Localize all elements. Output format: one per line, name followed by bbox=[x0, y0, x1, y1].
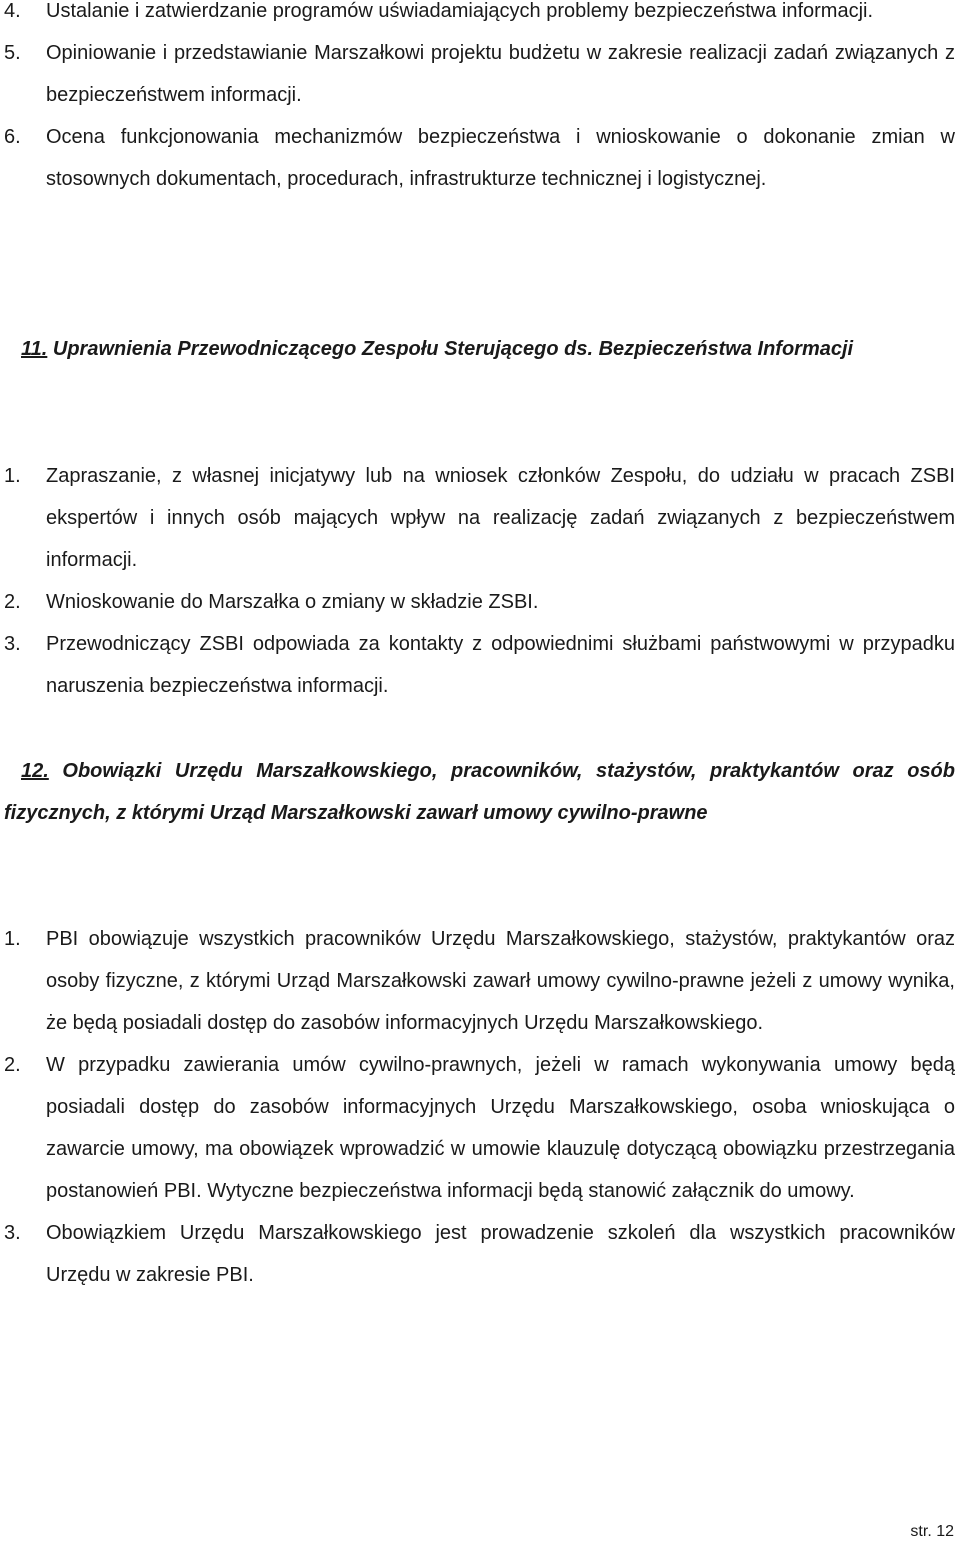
item-text: PBI obowiązuje wszystkich pracowników Urzędu Marszałkowskiego, stażystów, praktykantów oraz osoby fizyczne, z którymi Urząd Marszałkowski zawarł umowy cywilno-prawne jeżeli z umowy wynika, że będą posiadali dostęp do zasobów informacyjnych Urzędu Marszałkowskiego. bbox=[46, 928, 955, 1034]
list-item bbox=[4, 32, 955, 116]
list-item bbox=[4, 581, 955, 623]
section-title: Uprawnienia Przewodniczącego Zespołu Sterującego ds. Bezpieczeństwa Informacji bbox=[52, 338, 854, 360]
item-number: 6. bbox=[4, 126, 21, 148]
list-item bbox=[4, 623, 955, 707]
item-number: 5. bbox=[4, 42, 21, 64]
item-text: Ocena funkcjonowania mechanizmów bezpieczeństwa i wnioskowanie o dokonanie zmian w stosownych dokumentach, procedurach, infrastrukturze technicznej i logistycznej. bbox=[46, 126, 955, 190]
section-title: Obowiązki Urzędu Marszałkowskiego, pracowników, stażystów, praktykantów oraz osób fizycznych, z którymi Urząd Marszałkowski zawarł umowy cywilno-prawne bbox=[4, 760, 955, 824]
item-text: Opiniowanie i przedstawianie Marszałkowi projektu budżetu w zakresie realizacji zadań związanych z bezpieczeństwem informacji. bbox=[46, 42, 955, 106]
item-number: 3. bbox=[4, 633, 21, 655]
list-item bbox=[4, 455, 955, 581]
numbered-list-obligations bbox=[4, 918, 955, 1296]
item-number: 2. bbox=[4, 591, 21, 613]
item-text: Wnioskowanie do Marszałka o zmiany w składzie ZSBI. bbox=[46, 591, 539, 613]
numbered-list-duties bbox=[4, 0, 955, 200]
item-text: Ustalanie i zatwierdzanie programów uświadamiających problemy bezpieczeństwa informacji. bbox=[46, 0, 874, 22]
item-text: Przewodniczący ZSBI odpowiada za kontakty z odpowiednimi służbami państwowymi w przypadku naruszenia bezpieczeństwa informacji. bbox=[46, 633, 955, 697]
item-number: 3. bbox=[4, 1222, 21, 1244]
section-number: 12. bbox=[21, 760, 49, 782]
item-number: 1. bbox=[4, 465, 21, 487]
section-heading-12 bbox=[4, 750, 955, 834]
item-text: Zapraszanie, z własnej inicjatywy lub na wniosek członków Zespołu, do udziału w pracach ZSBI ekspertów i innych osób mających wpływ na realizację zadań związanych z bezpieczeństwem informacji. bbox=[46, 465, 955, 571]
list-item bbox=[4, 116, 955, 200]
item-number: 1. bbox=[4, 928, 21, 950]
section-heading-11 bbox=[4, 328, 955, 370]
section-number: 11. bbox=[21, 338, 48, 360]
list-item bbox=[4, 918, 955, 1044]
item-text: Obowiązkiem Urzędu Marszałkowskiego jest prowadzenie szkoleń dla wszystkich pracowników Urzędu w zakresie PBI. bbox=[46, 1222, 955, 1286]
item-number: 4. bbox=[4, 0, 21, 22]
page-number: str. 12 bbox=[910, 1523, 954, 1540]
list-item bbox=[4, 1212, 955, 1296]
list-item bbox=[4, 1044, 955, 1212]
item-number: 2. bbox=[4, 1054, 21, 1076]
item-text: W przypadku zawierania umów cywilno-prawnych, jeżeli w ramach wykonywania umowy będą posiadali dostęp do zasobów informacyjnych Urzędu Marszałkowskiego, osoba wnioskująca o zawarcie umowy, ma obowiązek wprowadzić w umowie klauzulę dotyczącą obowiązku przestrzegania postanowień PBI. Wytyczne bezpieczeństwa informacji będą stanowić załącznik do umowy. bbox=[46, 1054, 955, 1202]
numbered-list-powers bbox=[4, 455, 955, 707]
list-item bbox=[4, 0, 955, 32]
